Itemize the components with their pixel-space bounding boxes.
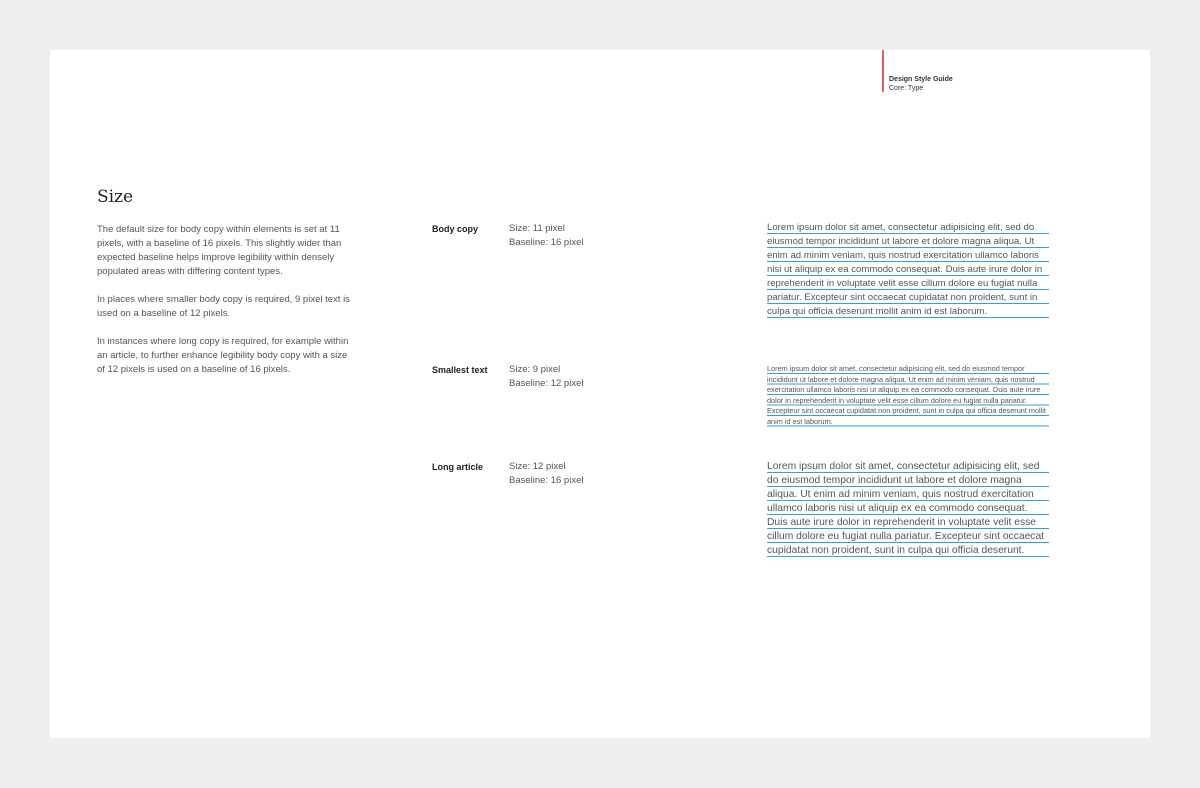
- guide-title: Design Style Guide: [889, 76, 953, 83]
- sample-long-article: Lorem ipsum dolor sit amet, consectetur adipisicing elit, sed do eiusmod tempor incididunt ut labore et dolore magna aliqua. Ut enim ad minim veniam, quis nostrud exercitation ullamco laboris nisi ut aliquip ex ea commodo consequat. Duis aute irure dolor in reprehenderit in voluptate velit esse cillum dolore eu fugiat nulla pariatur. Excepteur sint occaecat cupidatat non proident, sunt in culpa qui officia deserunt.: [767, 460, 1049, 558]
- row-spec-long-article: [509, 460, 583, 488]
- spec-size: Size: 11 pixel: [509, 223, 565, 234]
- spec-size: Size: 12 pixel: [509, 461, 566, 472]
- spec-baseline: Baseline: 12 pixel: [509, 378, 584, 389]
- intro-paragraph: In instances where long copy is required, for example within an article, to further enhance legibility body copy with a size of 12 pixels is used on a baseline of 16 pixels.: [97, 336, 349, 375]
- row-spec-smallest-text: [509, 363, 583, 391]
- guide-subtitle: Core: Type: [889, 85, 924, 92]
- style-guide-page: [50, 50, 1150, 738]
- page-header: [882, 50, 953, 92]
- intro-paragraph: In places where smaller body copy is required, 9 pixel text is used on a baseline of 12 pixels.: [97, 294, 350, 319]
- intro-paragraph: The default size for body copy within elements is set at 11 pixels, with a baseline of 16 pixels. This slightly wider than expected baseline helps improve legibility within densely populated areas with differing content types.: [97, 224, 342, 277]
- spec-baseline: Baseline: 16 pixel: [509, 237, 584, 248]
- spec-size: Size: 9 pixel: [509, 364, 561, 375]
- sample-body-copy: Lorem ipsum dolor sit amet, consectetur adipisicing elit, sed do eiusmod tempor incididunt ut labore et dolore magna aliqua. Ut enim ad minim veniam, quis nostrud exercitation ullamco laboris nisi ut aliquip ex ea commodo consequat. Duis aute irure dolor in reprehenderit in voluptate velit esse cillum dolore eu fugiat nulla pariatur. Excepteur sint occaecat cupidatat non proident, sunt in culpa qui officia deserunt mollit anim id est laborum.: [767, 221, 1049, 319]
- row-label-long-article: Long article: [432, 462, 484, 472]
- intro-text: [97, 223, 353, 391]
- section-title: Size: [97, 187, 134, 207]
- spec-baseline: Baseline: 16 pixel: [509, 475, 584, 486]
- row-label-body-copy: Body copy: [432, 224, 479, 234]
- row-spec-body-copy: [509, 222, 583, 250]
- sample-smallest-text: Lorem ipsum dolor sit amet, consectetur adipisicing elit, sed do eiusmod tempor incididunt ut labore et dolore magna aliqua. Ut enim ad minim veniam, quis nostrud exercitation ullamco laboris nisi ut aliquip ex ea commodo consequat. Duis aute irure dolor in reprehenderit in voluptate velit esse cillum dolore eu fugiat nulla pariatur. Excepteur sint occaecat cupidatat non proident, sunt in culpa qui officia deserunt mollit anim id est laborum.: [767, 364, 1049, 427]
- row-label-smallest-text: Smallest text: [432, 365, 488, 375]
